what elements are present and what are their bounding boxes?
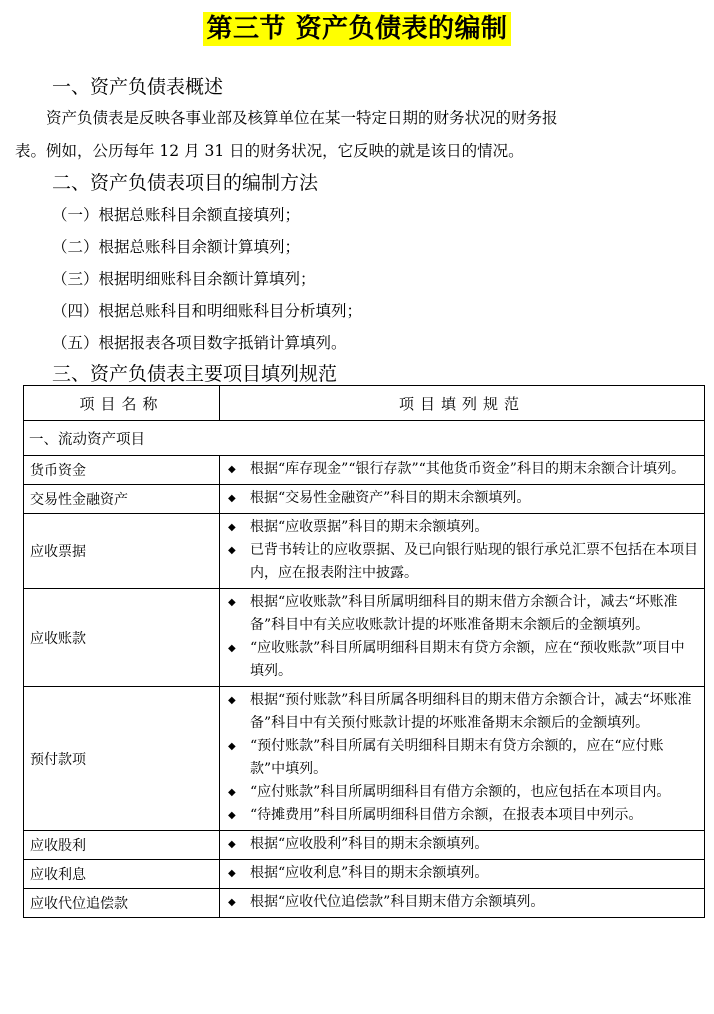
- diamond-bullet-icon: ◆: [228, 839, 236, 850]
- rule-text: “应收账款”科目所属明细科目期末有贷方余额，应在“预收账款”项目中填列。: [250, 640, 685, 679]
- method-item: （三）根据明细账科目余额计算填列；: [52, 270, 316, 288]
- diamond-bullet-icon: ◆: [228, 522, 236, 533]
- section-1-paragraph-line-2: 表。例如，公历每年 12 月 31 日的财务状况，它反映的就是该日的情况。: [15, 142, 524, 160]
- diamond-bullet-icon: ◆: [228, 464, 236, 475]
- diamond-bullet-icon: ◆: [228, 695, 236, 706]
- page-title: 第三节 资产负债表的编制: [203, 12, 510, 46]
- diamond-bullet-icon: ◆: [228, 597, 236, 608]
- rule-text: 根据“应收股利”科目的期末余额填列。: [250, 836, 489, 852]
- rule-text: 根据“交易性金融资产”科目的期末余额填列。: [250, 490, 531, 506]
- rule-text: 根据“应收票据”科目的期末余额填列。: [250, 519, 489, 535]
- item-rules: [220, 831, 705, 860]
- item-name: 应收账款: [24, 589, 220, 687]
- rule-item: [224, 804, 698, 827]
- rule-text: “应付账款”科目所属明细科目有借方余额的，也应包括在本项目内。: [250, 784, 671, 800]
- rule-text: 根据“应收账款”科目所属明细科目的期末借方余额合计，减去“坏账准备”科目中有关应收账款计提的坏账准备期末余额后的金额填列。: [250, 594, 678, 633]
- rule-item: [224, 516, 698, 539]
- rule-text: 根据“应收利息”科目的期末余额填列。: [250, 865, 489, 881]
- table-row: [24, 589, 705, 687]
- item-rules: [220, 687, 705, 831]
- header-item-name: 项目名称: [24, 386, 220, 421]
- item-name: 应收利息: [24, 860, 220, 889]
- method-item: （五）根据报表各项目数字抵销计算填列。: [52, 334, 347, 352]
- rule-item: [224, 862, 698, 885]
- method-item: （二）根据总账科目余额计算填列；: [52, 238, 301, 256]
- item-name: 应收股利: [24, 831, 220, 860]
- header-item-rule: 项目填列规范: [220, 386, 705, 421]
- table-header-row: [24, 386, 705, 421]
- diamond-bullet-icon: ◆: [228, 643, 236, 654]
- section-1-paragraph-line-1: 资产负债表是反映各事业部及核算单位在某一特定日期的财务状况的财务报: [46, 109, 558, 127]
- item-rules: [220, 485, 705, 514]
- rule-item: [224, 458, 698, 481]
- section-1-heading: 一、资产负债表概述: [52, 76, 224, 98]
- table-row: [24, 831, 705, 860]
- rule-text: “预付账款”科目所属有关明细科目期末有贷方余额的，应在“应付账款”中填列。: [250, 738, 664, 777]
- rule-text: “待摊费用”科目所属明细科目借方余额，在报表本项目中列示。: [250, 807, 643, 823]
- item-rules: [220, 889, 705, 918]
- rule-item: [224, 781, 698, 804]
- table-row: [24, 889, 705, 918]
- section-3-heading: 三、资产负债表主要项目填列规范: [52, 363, 338, 385]
- rule-item: [224, 735, 698, 781]
- diamond-bullet-icon: ◆: [228, 868, 236, 879]
- diamond-bullet-icon: ◆: [228, 741, 236, 752]
- table-row: [24, 456, 705, 485]
- rule-text: 已背书转让的应收票据、及已向银行贴现的银行承兑汇票不包括在本项目内，应在报表附注中披露。: [250, 542, 698, 581]
- diamond-bullet-icon: ◆: [228, 897, 236, 908]
- item-name: 应收票据: [24, 514, 220, 589]
- diamond-bullet-icon: ◆: [228, 545, 236, 556]
- item-name: 交易性金融资产: [24, 485, 220, 514]
- category-label: 一、流动资产项目: [24, 421, 705, 456]
- rule-item: [224, 891, 698, 914]
- diamond-bullet-icon: ◆: [228, 810, 236, 821]
- item-name: 应收代位追偿款: [24, 889, 220, 918]
- rule-text: 根据“库存现金”“银行存款”“其他货币资金”科目的期末余额合计填列。: [250, 461, 685, 477]
- item-name: 货币资金: [24, 456, 220, 485]
- item-rules: [220, 589, 705, 687]
- table-row: [24, 485, 705, 514]
- rule-text: 根据“预付账款”科目所属各明细科目的期末借方余额合计，减去“坏账准备”科目中有关预付账款计提的坏账准备期末余额后的金额填列。: [250, 692, 692, 731]
- diamond-bullet-icon: ◆: [228, 787, 236, 798]
- rule-item: [224, 539, 698, 585]
- item-rules: [220, 514, 705, 589]
- item-rules: [220, 456, 705, 485]
- table-row: [24, 514, 705, 589]
- section-2-heading: 二、资产负债表项目的编制方法: [52, 172, 319, 194]
- method-item: （一）根据总账科目余额直接填列；: [52, 206, 301, 224]
- table-row: [24, 687, 705, 831]
- item-name: 预付款项: [24, 687, 220, 831]
- spec-table: [23, 385, 705, 918]
- rule-item: [224, 689, 698, 735]
- rule-item: [224, 833, 698, 856]
- item-rules: [220, 860, 705, 889]
- title-wrapper: [0, 12, 714, 46]
- rule-text: 根据“应收代位追偿款”科目期末借方余额填列。: [250, 894, 545, 910]
- diamond-bullet-icon: ◆: [228, 493, 236, 504]
- rule-item: [224, 591, 698, 637]
- method-item: （四）根据总账科目和明细账科目分析填列；: [52, 302, 363, 320]
- rule-item: [224, 637, 698, 683]
- category-row: [24, 421, 705, 456]
- rule-item: [224, 487, 698, 510]
- table-row: [24, 860, 705, 889]
